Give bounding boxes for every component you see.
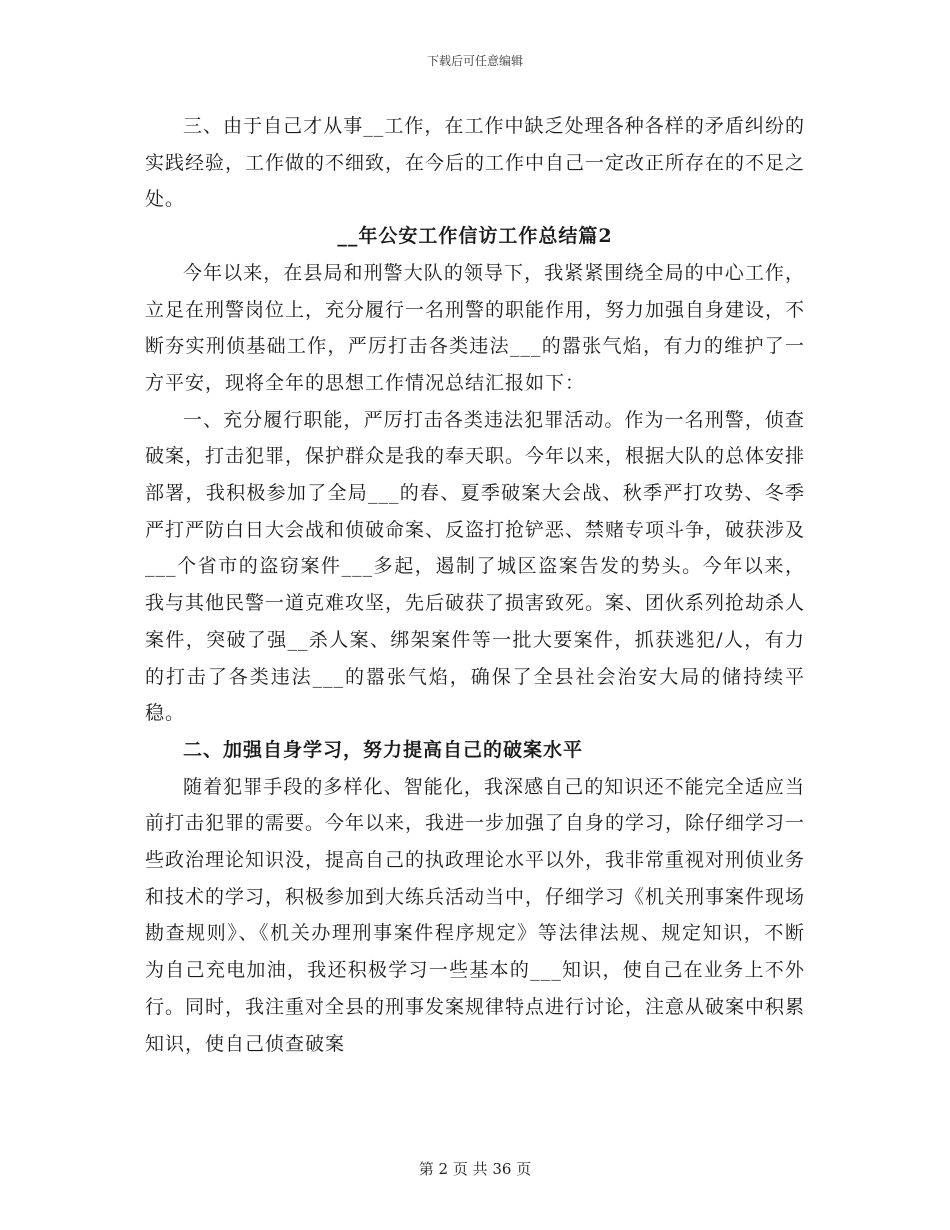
section-heading-2: 二、加强自身学习，努力提高自己的破案水平	[183, 738, 584, 761]
page-number: 第 2 页 共 36 页	[418, 1160, 532, 1178]
page-header-note: 下载后可任意编辑	[426, 54, 523, 68]
paragraph-section-1: 一、充分履行职能，严厉打击各类违法犯罪活动。作为一名刑警，侦查破案，打击犯罪，保护群众是我的奉天职。今年以来，根据大队的总体安排部署，我积极参加了全局___的春、夏季破案大会战、秋季严打攻势、冬季严打严防白日大会战和侦破命案、反盗打抢铲恶、禁赌专项斗争，破获涉及___个省市的盗窃案件___多起，遏制了城区盗案告发的势头。今年以来，我与其他民警一道克难攻坚，先后破获了损害致死。案、团伙系列抢劫杀人案件，突破了强__杀人案、绑架案件等一批大要案件，抓获逃犯/人，有力的打击了各类违法___的嚣张气焰，确保了全县社会治安大局的储持续平稳。	[145, 408, 806, 725]
paragraph-intro: 今年以来，在县局和刑警大队的领导下，我紧紧围绕全局的中心工作，立足在刑警岗位上，充分履行一名刑警的职能作用，努力加强自身建设，不断夯实刑侦基础工作，严厉打击各类违法___的嚣张气焰，有力的维护了一方平安，现将全年的思想工作情况总结汇报如下：	[145, 261, 806, 394]
paragraph-section-2: 随着犯罪手段的多样化、智能化，我深感自己的知识还不能完全适应当前打击犯罪的需要。今年以来，我进一步加强了自身的学习，除仔细学习一些政治理论知识没，提高自己的执政理论水平以外，我非常重视对刑侦业务和技术的学习，积极参加到大练兵活动当中，仔细学习《机关刑事案件现场勘查规则》、《机关办理刑事案件程序规定》等法律法规、规定知识，不断为自己充电加油，我还积极学习一些基本的___知识，使自己在业务上不外行。同时，我注重对全县的刑事发案规律特点进行讨论，注意从破案中积累知识，使自己侦查破案	[145, 775, 806, 1055]
paragraph-section-3: 三、由于自己才从事__工作，在工作中缺乏处理各种各样的矛盾纠纷的实践经验，工作做的不细致，在今后的工作中自己一定改正所存在的不足之处。	[145, 115, 806, 211]
document-body	[145, 108, 805, 1062]
document-title: __年公安工作信访工作总结篇2	[337, 225, 613, 248]
